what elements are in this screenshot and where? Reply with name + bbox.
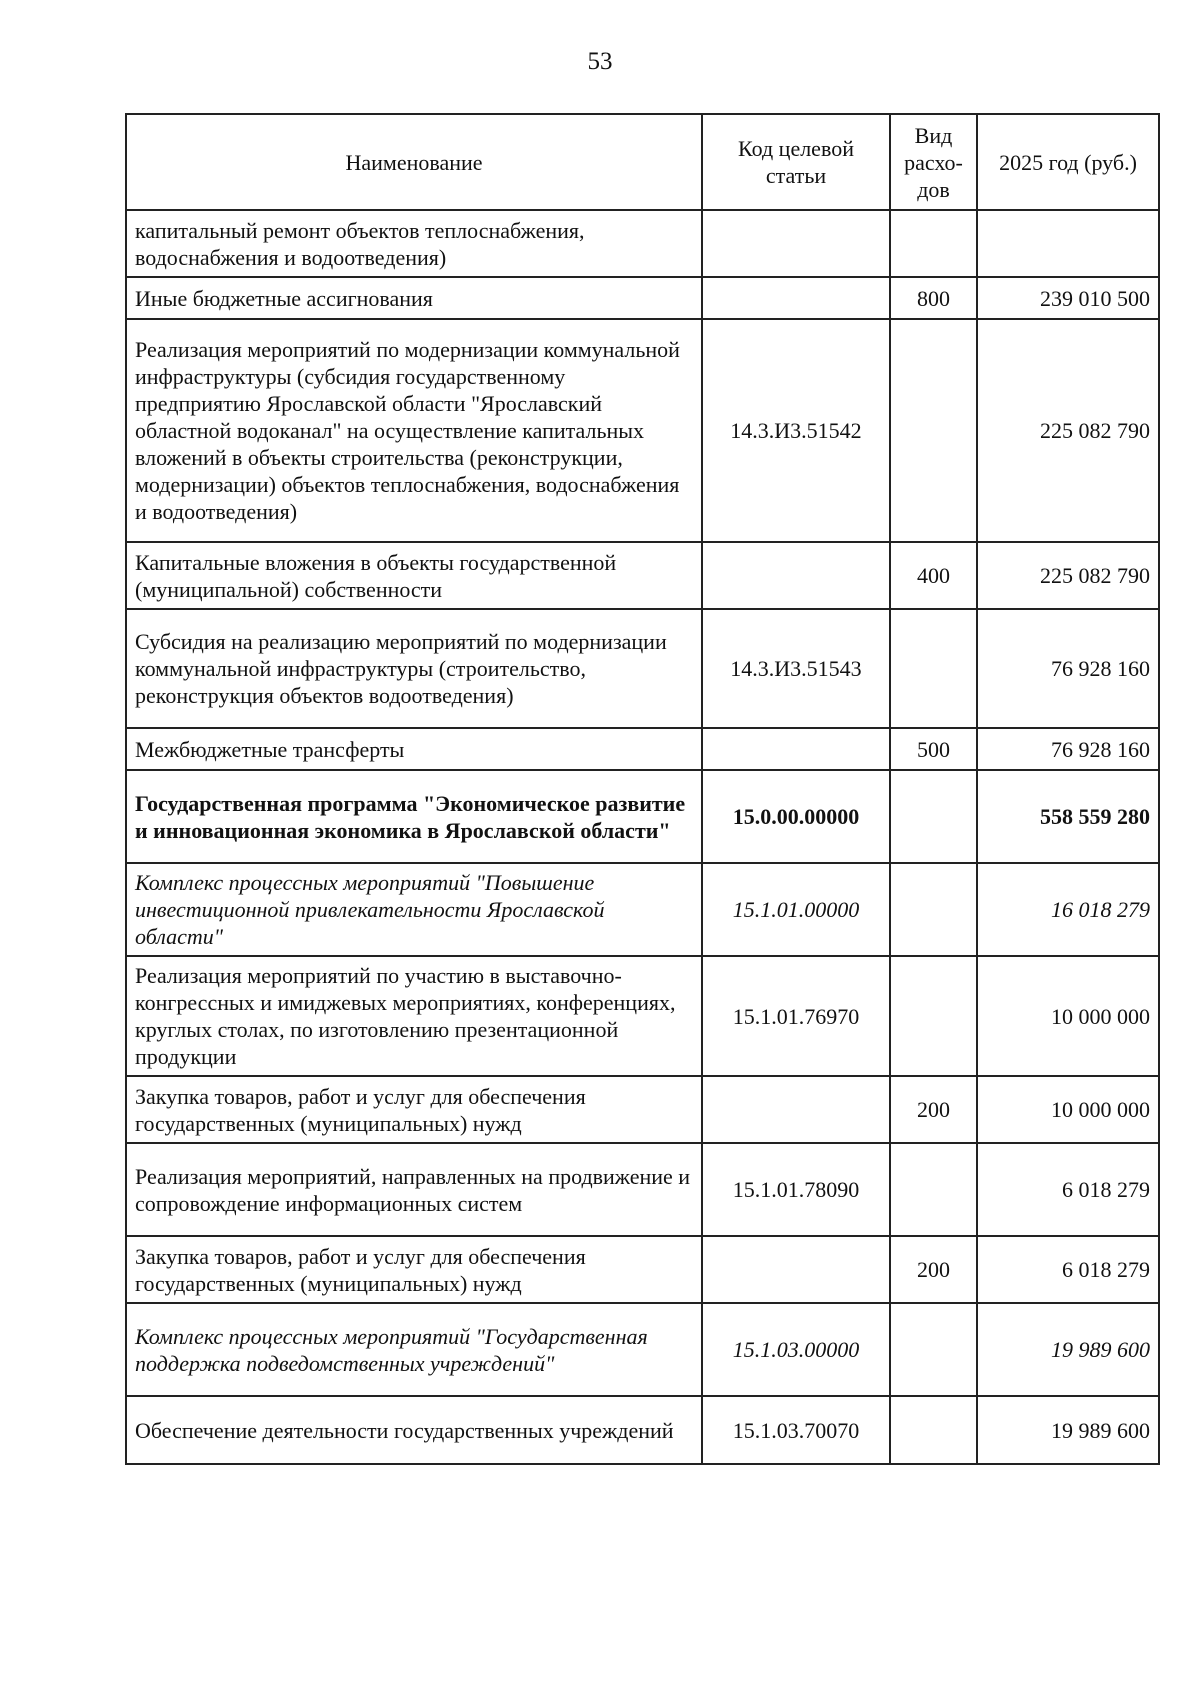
row-amount-cell bbox=[977, 210, 1159, 277]
header-amount: 2025 год (руб.) bbox=[977, 114, 1159, 210]
row-code-cell: 15.1.01.76970 bbox=[702, 956, 890, 1076]
row-amount-cell: 6 018 279 bbox=[977, 1143, 1159, 1236]
row-code-cell bbox=[702, 728, 890, 770]
table-body bbox=[126, 210, 1159, 1464]
row-code-cell bbox=[702, 1236, 890, 1303]
row-vid-cell: 500 bbox=[890, 728, 977, 770]
row-vid-cell bbox=[890, 863, 977, 956]
row-vid-cell: 400 bbox=[890, 542, 977, 609]
row-name-cell: Комплекс процессных мероприятий "Повышение инвестиционной привлекательности Ярославской области" bbox=[126, 863, 702, 956]
header-vid: Вид расхо-дов bbox=[890, 114, 977, 210]
row-name-cell: Государственная программа "Экономическое развитие и инновационная экономика в Ярославской области" bbox=[126, 770, 702, 863]
header-name: Наименование bbox=[126, 114, 702, 210]
row-code-cell: 14.3.И3.51542 bbox=[702, 319, 890, 542]
row-amount-cell: 16 018 279 bbox=[977, 863, 1159, 956]
row-name-cell: капитальный ремонт объектов теплоснабжения, водоснабжения и водоотведения) bbox=[126, 210, 702, 277]
row-amount-cell: 10 000 000 bbox=[977, 956, 1159, 1076]
row-name-cell: Иные бюджетные ассигнования bbox=[126, 277, 702, 319]
row-name-cell: Субсидия на реализацию мероприятий по модернизации коммунальной инфраструктуры (строительство, реконструкция объектов водоотведения) bbox=[126, 609, 702, 728]
row-amount-cell: 76 928 160 bbox=[977, 728, 1159, 770]
table-row bbox=[126, 770, 1159, 863]
row-name-cell: Реализация мероприятий по участию в выставочно-конгрессных и имиджевых мероприятиях, конференциях, круглых столах, по изготовлению презентационной продукции bbox=[126, 956, 702, 1076]
table-row bbox=[126, 728, 1159, 770]
table-row bbox=[126, 1143, 1159, 1236]
row-name-cell: Обеспечение деятельности государственных учреждений bbox=[126, 1396, 702, 1464]
row-name-cell: Капитальные вложения в объекты государственной (муниципальной) собственности bbox=[126, 542, 702, 609]
row-amount-cell: 225 082 790 bbox=[977, 542, 1159, 609]
row-amount-cell: 19 989 600 bbox=[977, 1303, 1159, 1396]
row-name-cell: Комплекс процессных мероприятий "Государственная поддержка подведомственных учреждений" bbox=[126, 1303, 702, 1396]
row-amount-cell: 76 928 160 bbox=[977, 609, 1159, 728]
row-vid-cell: 200 bbox=[890, 1236, 977, 1303]
row-amount-cell: 239 010 500 bbox=[977, 277, 1159, 319]
row-code-cell: 15.1.01.78090 bbox=[702, 1143, 890, 1236]
table-row bbox=[126, 1076, 1159, 1143]
row-vid-cell bbox=[890, 609, 977, 728]
row-code-cell: 15.1.01.00000 bbox=[702, 863, 890, 956]
row-name-cell: Закупка товаров, работ и услуг для обеспечения государственных (муниципальных) нужд bbox=[126, 1236, 702, 1303]
row-amount-cell: 558 559 280 bbox=[977, 770, 1159, 863]
table-row bbox=[126, 210, 1159, 277]
row-vid-cell bbox=[890, 1396, 977, 1464]
row-code-cell bbox=[702, 542, 890, 609]
row-vid-cell bbox=[890, 319, 977, 542]
row-vid-cell: 200 bbox=[890, 1076, 977, 1143]
row-code-cell: 14.3.И3.51543 bbox=[702, 609, 890, 728]
table-row bbox=[126, 609, 1159, 728]
row-vid-cell bbox=[890, 956, 977, 1076]
table-row bbox=[126, 1236, 1159, 1303]
row-vid-cell: 800 bbox=[890, 277, 977, 319]
table-row bbox=[126, 542, 1159, 609]
table-row bbox=[126, 1396, 1159, 1464]
row-vid-cell bbox=[890, 1303, 977, 1396]
row-name-cell: Закупка товаров, работ и услуг для обеспечения государственных (муниципальных) нужд bbox=[126, 1076, 702, 1143]
budget-table bbox=[125, 113, 1160, 1465]
page-number: 53 bbox=[587, 48, 613, 75]
header-code: Код целевой статьи bbox=[702, 114, 890, 210]
row-code-cell: 15.0.00.00000 bbox=[702, 770, 890, 863]
table-row bbox=[126, 1303, 1159, 1396]
row-code-cell bbox=[702, 277, 890, 319]
row-vid-cell bbox=[890, 770, 977, 863]
row-name-cell: Реализация мероприятий, направленных на продвижение и сопровождение информационных систем bbox=[126, 1143, 702, 1236]
table-header-row bbox=[126, 114, 1159, 210]
row-code-cell: 15.1.03.70070 bbox=[702, 1396, 890, 1464]
row-name-cell: Реализация мероприятий по модернизации коммунальной инфраструктуры (субсидия государственному предприятию Ярославской области "Ярославский областной водоканал" на осуществление капитальных вложений в объекты строительства (реконструкции, модернизации) объектов теплоснабжения, водоснабжения и водоотведения) bbox=[126, 319, 702, 542]
row-vid-cell bbox=[890, 210, 977, 277]
row-name-cell: Межбюджетные трансферты bbox=[126, 728, 702, 770]
table-row bbox=[126, 277, 1159, 319]
row-code-cell bbox=[702, 210, 890, 277]
row-amount-cell: 19 989 600 bbox=[977, 1396, 1159, 1464]
table-row bbox=[126, 956, 1159, 1076]
table-row bbox=[126, 319, 1159, 542]
table-row bbox=[126, 863, 1159, 956]
row-code-cell bbox=[702, 1076, 890, 1143]
row-amount-cell: 6 018 279 bbox=[977, 1236, 1159, 1303]
row-amount-cell: 225 082 790 bbox=[977, 319, 1159, 542]
row-code-cell: 15.1.03.00000 bbox=[702, 1303, 890, 1396]
row-vid-cell bbox=[890, 1143, 977, 1236]
row-amount-cell: 10 000 000 bbox=[977, 1076, 1159, 1143]
